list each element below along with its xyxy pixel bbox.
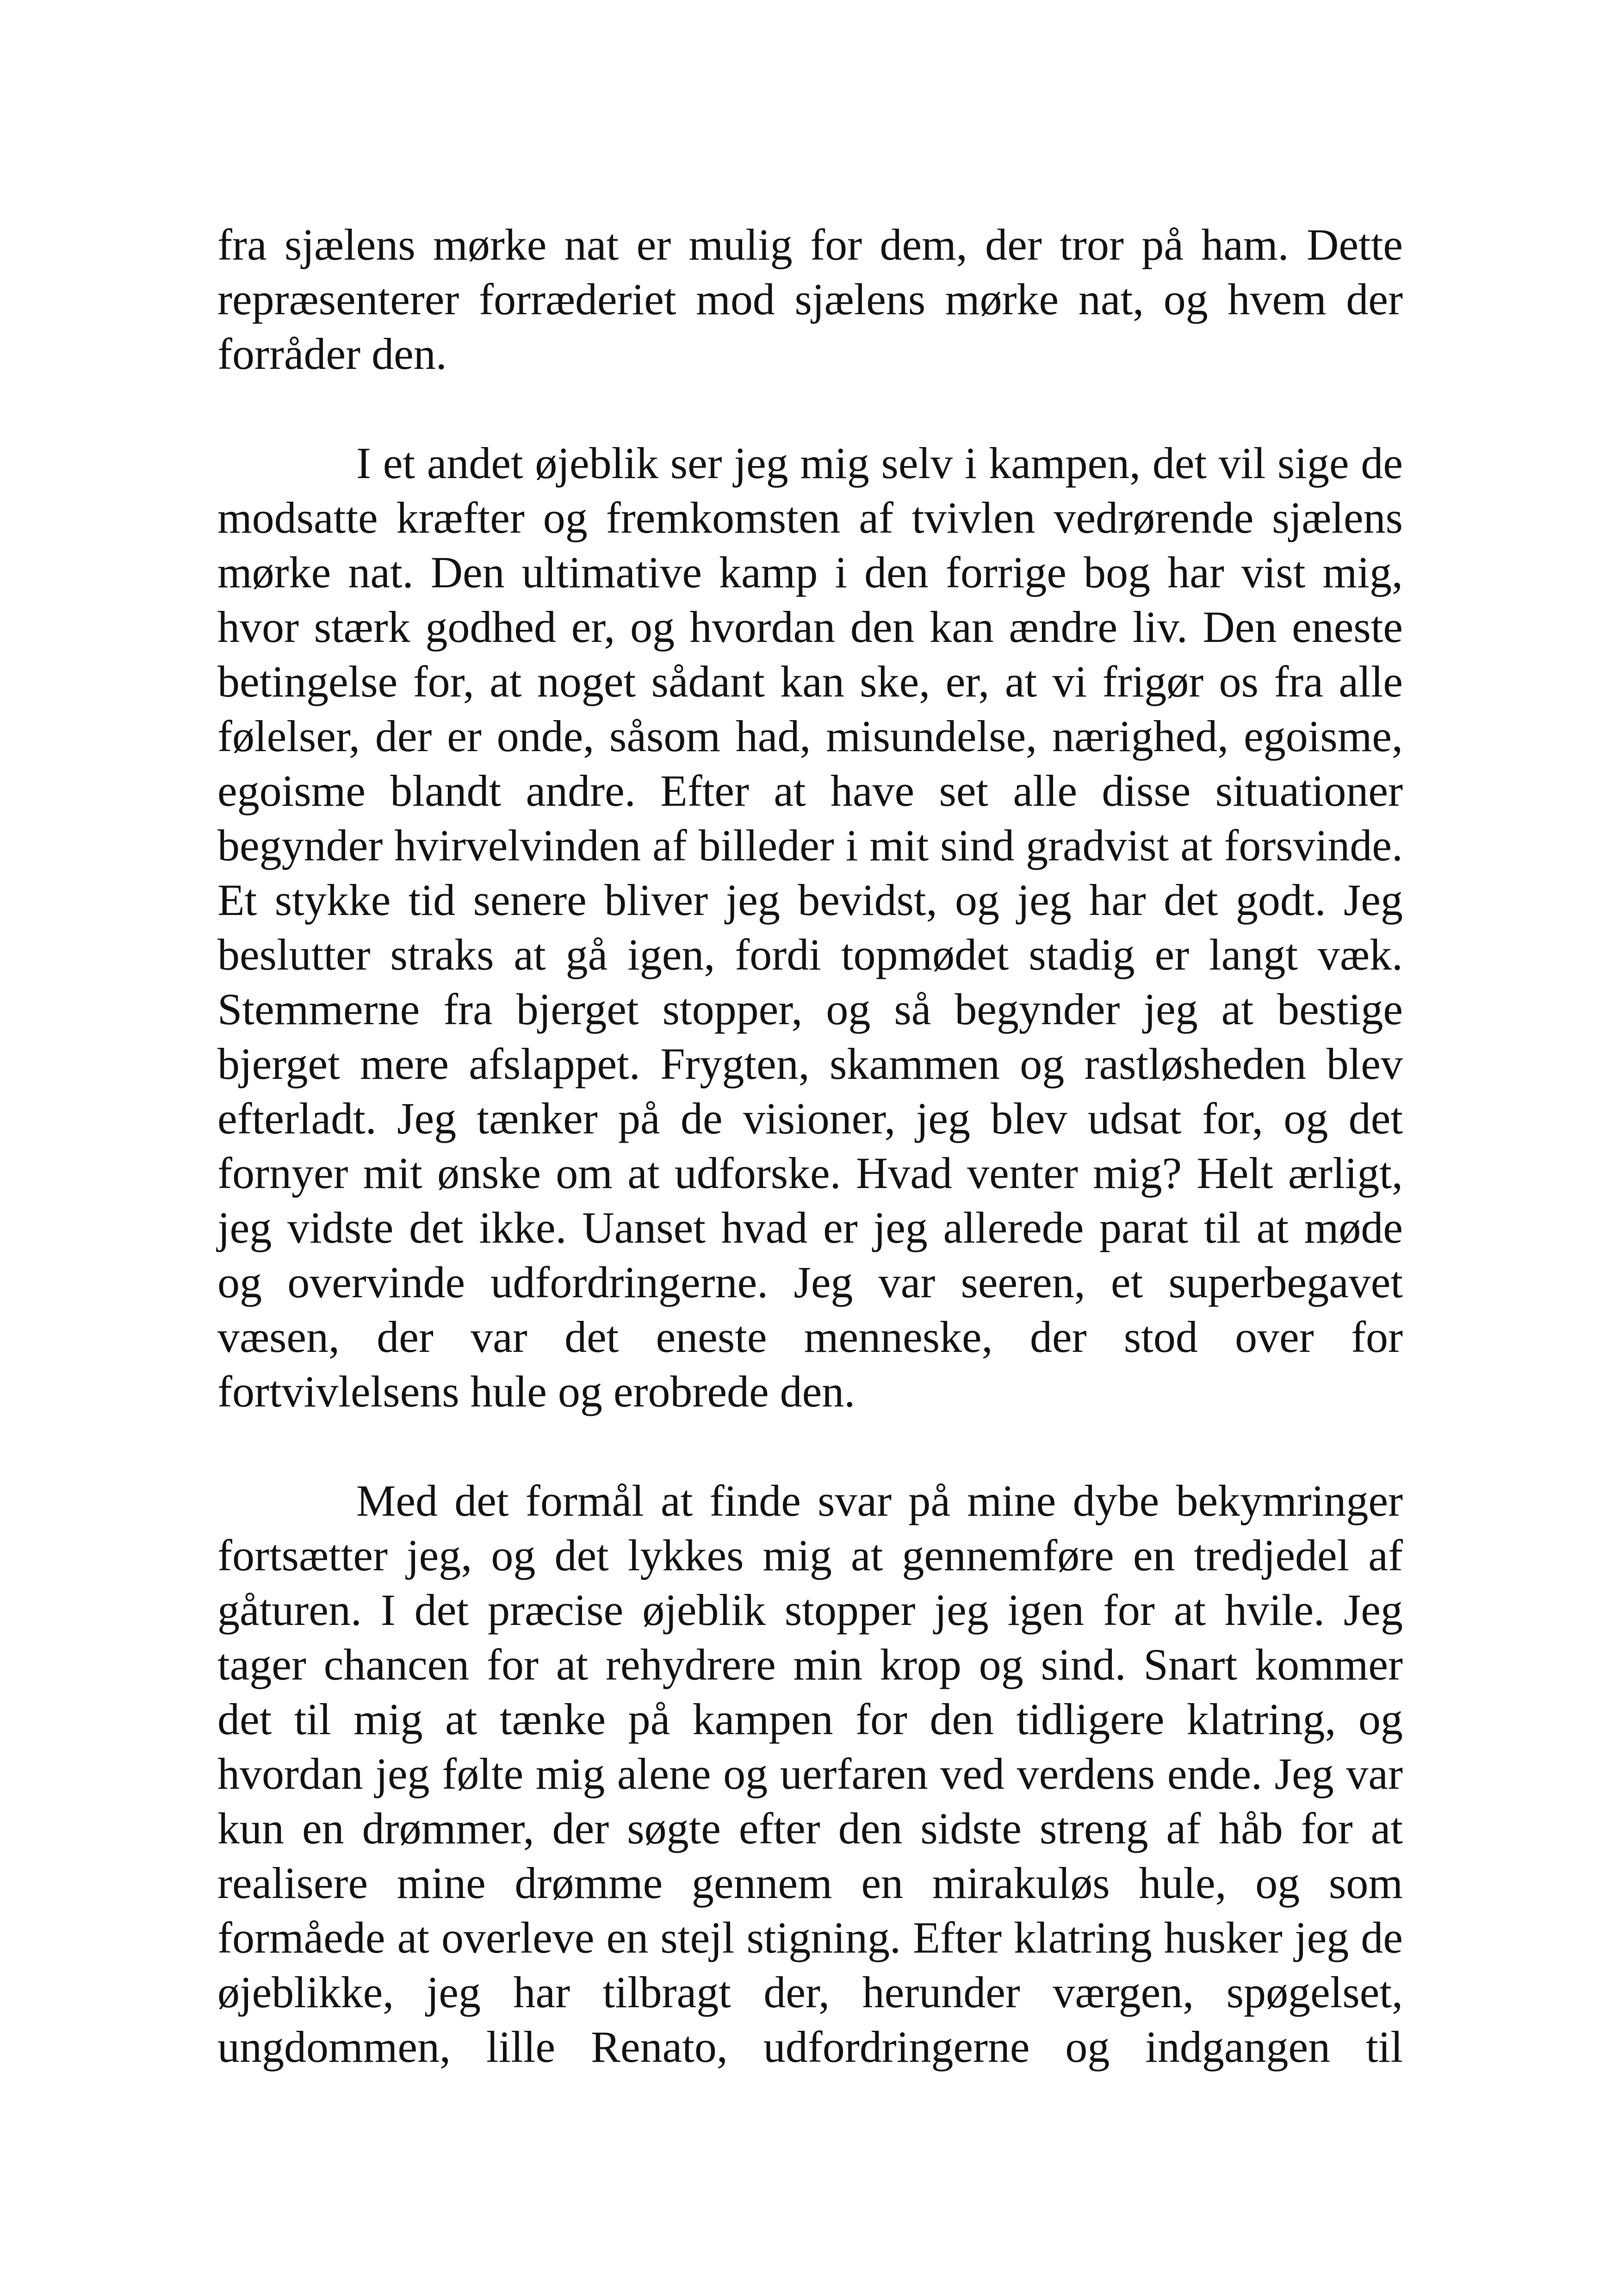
body-text bbox=[217, 218, 1403, 2074]
paragraph-3: Med det formål at finde svar på mine dybe bekymringer fortsætter jeg, og det lykkes mig at gennemføre en tredjedel af gåturen. I det præcise øjeblik stopper jeg igen for at hvile. Jeg tager chancen for at rehydrere min krop og sind. Snart kommer det til mig at tænke på kampen for den tidligere klatring, og hvordan jeg følte mig alene og uerfaren ved verdens ende. Jeg var kun en drømmer, der søgte efter den sidste streng af håb for at realisere mine drømme gennem en mirakuløs hule, og som formåede at overleve en stejl stigning. Efter klatring husker jeg de øjeblikke, jeg har tilbragt der, herunder værgen, spøgelset, ungdommen, lille Renato, udfordringerne og indgangen til bbox=[217, 1476, 1403, 2072]
paragraph-1: fra sjælens mørke nat er mulig for dem, der tror på ham. Dette repræsenterer forræderiet mod sjælens mørke nat, og hvem der forråder den. bbox=[217, 220, 1403, 379]
paragraph-2: I et andet øjeblik ser jeg mig selv i kampen, det vil sige de modsatte kræfter og fremkomsten af tvivlen vedrørende sjælens mørke nat. Den ultimative kamp i den forrige bog har vist mig, hvor stærk godhed er, og hvordan den kan ændre liv. Den eneste betingelse for, at noget sådant kan ske, er, at vi frigør os fra alle følelser, der er onde, såsom had, misundelse, nærighed, egoisme, egoisme blandt andre. Efter at have set alle disse situationer begynder hvirvelvinden af billeder i mit sind gradvist at forsvinde. Et stykke tid senere bliver jeg bevidst, og jeg har det godt. Jeg beslutter straks at gå igen, fordi topmødet stadig er langt væk. Stemmerne fra bjerget stopper, og så begynder jeg at bestige bjerget mere afslappet. Frygten, skammen og rastløsheden blev efterladt. Jeg tænker på de visioner, jeg blev udsat for, og det fornyer mit ønske om at udforske. Hvad venter mig? Helt ærligt, jeg vidste det ikke. Uanset hvad er jeg allerede parat til at møde og overvinde udfordringerne. Jeg var seeren, et superbegavet væsen, der var det eneste menneske, der stod over for fortvivlelsens hule og erobrede den. bbox=[217, 438, 1403, 1416]
